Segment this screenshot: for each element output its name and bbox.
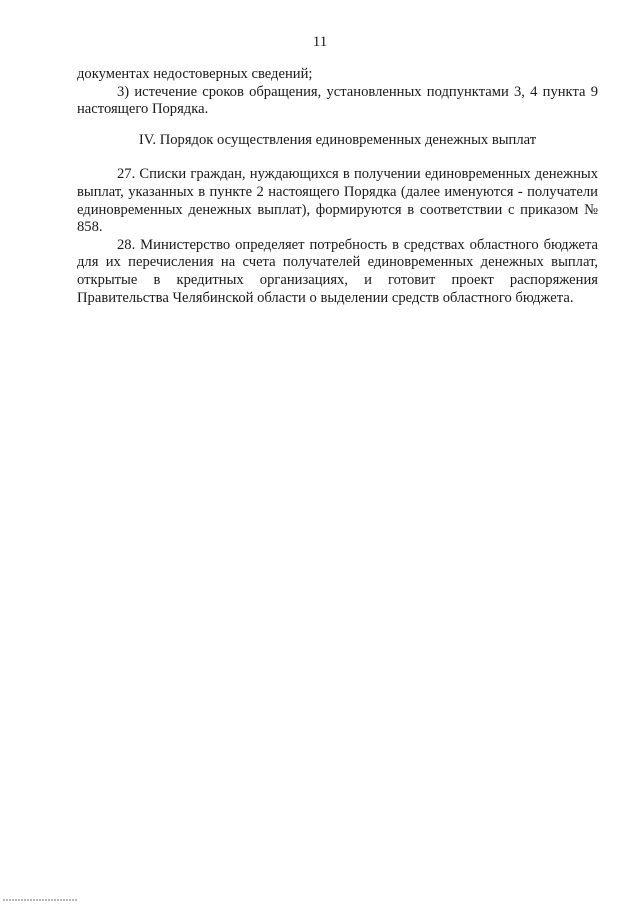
document-body [77,66,598,307]
paragraph-item-27: 27. Списки граждан, нуждающихся в получении единовременных денежных выплат, указанных в пункте 2 настоящего Порядка (далее именуются - получатели единовременных денежных выплат), формируются в соответствии с приказом № 858. [77,166,598,236]
paragraph-item-28: 28. Министерство определяет потребность в средствах областного бюджета для их перечисления на счета получателей единовременных денежных выплат, открытые в кредитных организациях, и готовит проект распоряжения Правительства Челябинской области о выделении средств областного бюджета. [77,236,598,306]
paragraph-item-3: 3) истечение сроков обращения, установленных подпунктами 3, 4 пункта 9 настоящего Порядка. [77,83,598,118]
page-number: 11 [312,34,328,50]
section-heading: IV. Порядок осуществления единовременных денежных выплат [138,131,537,148]
paragraph-continuation: документах недостоверных сведений; [77,66,313,82]
scan-artifact [3,899,77,901]
